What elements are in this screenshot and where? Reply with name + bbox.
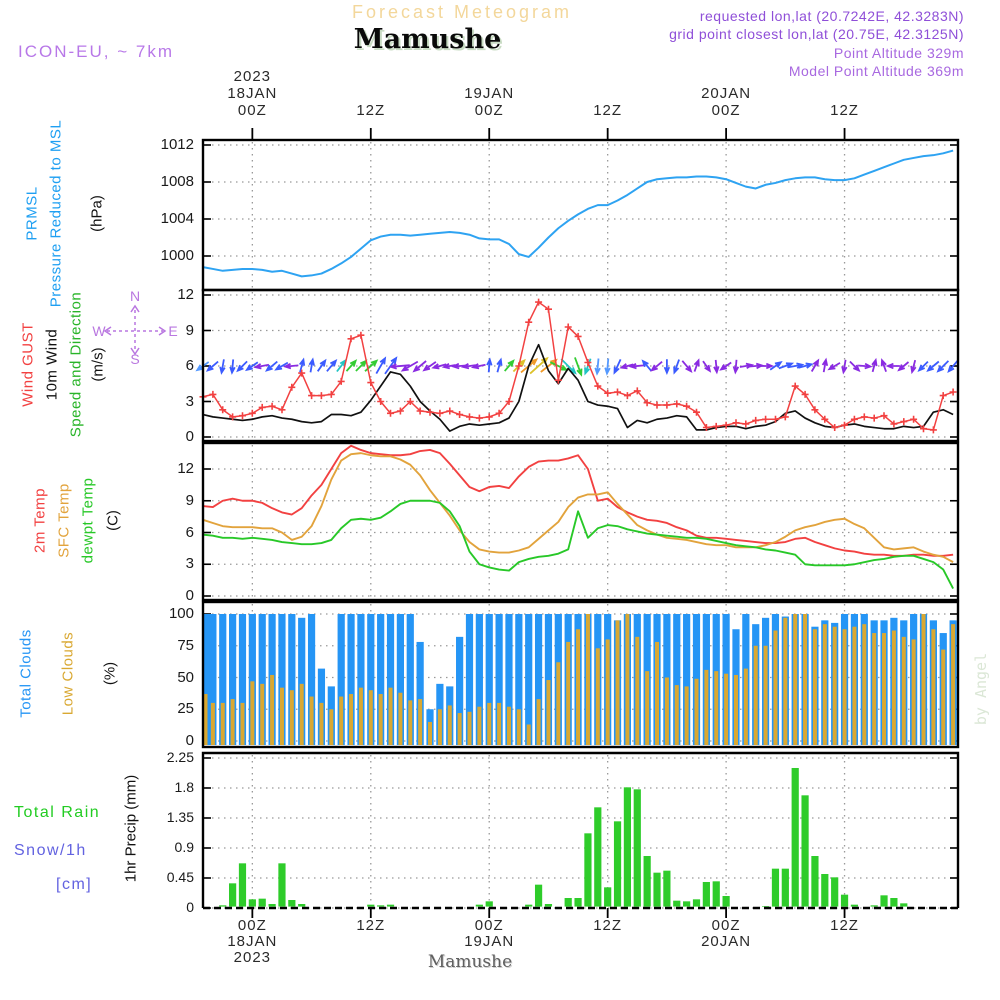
y-tick-label: 100 [168, 605, 194, 622]
wind-direction-arrow [652, 362, 662, 371]
y-tick-label: 0 [185, 587, 194, 604]
x-axis-year-bottom: 2023 [233, 949, 272, 966]
rain-bar [811, 856, 818, 907]
panel-unit-label: (hPa) [88, 195, 106, 232]
precip-unit-label: 1hr Precip (mm) [122, 774, 140, 883]
low-cloud-bar [616, 620, 620, 745]
panel-left-label: 10m Wind [43, 328, 61, 400]
low-cloud-bar [645, 671, 649, 745]
point-altitude: Point Altitude 329m [833, 45, 964, 61]
precip-legend-label: Total Rain [14, 804, 101, 821]
panel-left-label: Pressure Reduced to MSL [47, 119, 65, 308]
panel-left-label: Speed and Direction [67, 291, 85, 437]
rain-bar [604, 887, 611, 906]
grid-point-coords: grid point closest lon,lat (20.75E, 42.3125N) [669, 26, 964, 42]
low-cloud-bar [556, 662, 560, 745]
x-axis-hour-bottom: 00Z [474, 917, 504, 934]
rain-bar [476, 905, 483, 907]
low-cloud-bar [477, 707, 481, 745]
wind-direction-arrow [714, 360, 719, 372]
pressure-line [203, 151, 953, 277]
low-cloud-bar [270, 675, 274, 745]
rain-bar [831, 877, 838, 906]
low-cloud-bar [546, 680, 550, 745]
rain-bar [713, 881, 720, 906]
model-label: ICON-EU, ~ 7km [18, 42, 174, 61]
low-cloud-bar [300, 684, 304, 745]
low-cloud-bar [250, 681, 254, 745]
low-cloud-bar [517, 709, 521, 745]
y-tick-label: 25 [177, 700, 194, 718]
y-tick-label: 6 [185, 357, 194, 374]
y-tick-label: 0 [185, 428, 194, 445]
rain-bar [890, 898, 897, 907]
x-axis-date-top: 19JAN [464, 85, 515, 102]
rain-bar [851, 905, 858, 907]
precip-legend-label: [cm] [56, 876, 93, 893]
wind-direction-arrow [858, 364, 870, 369]
rain-bar [377, 905, 384, 906]
compass-south: S [130, 351, 140, 367]
rain-bar [762, 906, 769, 907]
low-cloud-bar [902, 637, 906, 745]
panel-left-label: Low Clouds [59, 631, 77, 715]
x-axis-date-bottom: 18JAN [227, 933, 278, 950]
low-cloud-bar [685, 686, 689, 745]
y-tick-label: 1008 [160, 173, 194, 190]
low-cloud-bar [527, 724, 531, 745]
low-cloud-bar [596, 648, 600, 745]
rain-bar [634, 789, 641, 906]
compass-east: E [168, 323, 178, 339]
x-axis-hour-top: 00Z [237, 102, 267, 119]
low-cloud-bar [635, 637, 639, 745]
x-axis-date-bottom: 20JAN [701, 933, 752, 950]
rain-bar [841, 895, 848, 907]
low-cloud-bar [211, 703, 215, 745]
low-cloud-bar [793, 614, 797, 745]
y-tick-label: 9 [185, 491, 194, 509]
low-cloud-bar [467, 712, 471, 745]
rain-bar [683, 901, 690, 906]
low-cloud-bar [823, 624, 827, 745]
panel-left-label: 2m Temp [31, 487, 49, 553]
x-axis-date-bottom: 19JAN [464, 933, 515, 950]
y-tick-label: 6 [185, 523, 194, 541]
y-tick-label: 1.35 [166, 808, 194, 825]
y-tick-label: 3 [185, 555, 194, 573]
x-axis-date-top: 18JAN [227, 85, 278, 102]
panel-unit-label: (%) [101, 661, 119, 685]
low-cloud-bar [398, 693, 402, 745]
page-title: Forecast Meteogram [351, 2, 573, 22]
y-tick-label: 75 [177, 636, 194, 654]
low-cloud-bar [655, 642, 659, 745]
rain-bar [723, 896, 730, 907]
panel-left-label: dewpt Temp [79, 477, 97, 563]
x-axis-hour-top: 12Z [356, 102, 386, 119]
low-cloud-bar [507, 707, 511, 745]
rain-bar [801, 795, 808, 906]
wind-direction-arrow [938, 361, 948, 371]
low-cloud-bar [892, 631, 896, 745]
low-cloud-bar [872, 633, 876, 745]
wind-direction-arrow [888, 364, 900, 369]
watermark: by Angel [972, 652, 990, 726]
low-cloud-bar [369, 690, 373, 745]
x-axis-hour-bottom: 12Z [593, 917, 623, 934]
low-cloud-bar [448, 705, 452, 745]
rain-bar [703, 882, 710, 907]
wind-direction-arrow [285, 364, 298, 369]
low-cloud-bar [744, 669, 748, 745]
rain-bar [259, 899, 266, 907]
wind-direction-arrow [823, 360, 828, 372]
low-cloud-bar [783, 618, 787, 745]
low-cloud-bar [408, 700, 412, 745]
low-cloud-bar [231, 699, 235, 745]
panel-left-label: Wind GUST [19, 321, 37, 407]
low-cloud-bar [922, 614, 926, 745]
rain-bar [792, 768, 799, 907]
low-cloud-bar [606, 639, 610, 745]
rain-bar [239, 863, 246, 906]
low-cloud-bar [586, 614, 590, 745]
low-cloud-bar [379, 694, 383, 745]
y-tick-label: 1004 [160, 210, 194, 227]
low-cloud-bar [724, 674, 728, 745]
low-cloud-bar [260, 684, 264, 745]
x-axis-hour-bottom: 00Z [237, 917, 267, 934]
low-cloud-bar [813, 629, 817, 745]
low-cloud-bar [843, 629, 847, 745]
y-tick-label: 12 [177, 286, 194, 303]
rain-bar [288, 900, 295, 907]
x-axis-date-top: 20JAN [701, 85, 752, 102]
wind-direction-arrow [318, 361, 326, 372]
rain-bar [584, 833, 591, 906]
requested-coords: requested lon,lat (20.7242E, 42.3283N) [699, 8, 964, 24]
low-cloud-bar [704, 670, 708, 745]
wind-direction-arrow [487, 360, 492, 373]
low-cloud-bar [576, 629, 580, 745]
rain-bar [298, 904, 305, 907]
low-cloud-bar [862, 624, 866, 745]
rain-bar [525, 905, 532, 907]
model-point-altitude: Model Point Altitude 369m [788, 63, 964, 79]
x-axis-hour-top: 00Z [474, 102, 504, 119]
wind-direction-arrow [575, 357, 582, 374]
x-axis-year-top: 2023 [233, 68, 272, 85]
rain-bar [900, 903, 907, 906]
rain-bar [871, 905, 878, 906]
low-cloud-bar [882, 633, 886, 745]
wind-direction-arrow [550, 362, 566, 370]
low-cloud-bar [714, 671, 718, 745]
low-cloud-bar [359, 688, 363, 745]
rain-bar [693, 899, 700, 906]
rain-bar [821, 874, 828, 907]
rain-bar [782, 869, 789, 907]
rain-bar [545, 904, 552, 907]
precip-legend-label: Snow/1h [14, 842, 87, 859]
x-axis-hour-bottom: 12Z [356, 917, 386, 934]
rain-bar [278, 863, 285, 906]
low-cloud-bar [912, 639, 916, 745]
y-tick-label: 3 [185, 392, 194, 410]
rain-bar [624, 787, 631, 906]
y-tick-label: 2.25 [166, 748, 194, 765]
low-cloud-bar [537, 699, 541, 745]
rain-bar [594, 807, 601, 906]
wind-direction-arrow [327, 361, 336, 372]
rain-bar [367, 905, 374, 907]
wind-direction-arrow [694, 360, 698, 371]
low-cloud-bar [428, 722, 432, 745]
wind-direction-arrow [505, 361, 514, 371]
rain-bar [772, 869, 779, 907]
panel-border [203, 753, 958, 908]
compass-west: W [92, 323, 106, 339]
low-cloud-bar [625, 614, 629, 745]
station-name: Mamushe [353, 24, 502, 55]
rain-bar [574, 898, 581, 907]
wind-direction-arrow [208, 362, 218, 371]
x-axis-hour-bottom: 12Z [830, 917, 859, 934]
rain-bar [268, 904, 275, 907]
y-tick-label: 1.8 [174, 778, 194, 795]
low-cloud-bar [695, 679, 699, 745]
wind-direction-arrow [928, 362, 939, 371]
x-axis-hour-top: 12Z [830, 102, 859, 119]
low-cloud-bar [240, 703, 244, 745]
panel-left-label: SFC Temp [55, 482, 73, 558]
low-cloud-bar [773, 631, 777, 745]
low-cloud-bar [764, 646, 768, 745]
low-cloud-bar [290, 690, 294, 745]
y-tick-label: 0.9 [174, 838, 194, 855]
rain-bar [219, 905, 226, 906]
rain-bar [644, 856, 651, 907]
low-cloud-bar [833, 627, 837, 745]
wind-direction-arrow [347, 361, 356, 371]
low-cloud-bar [951, 624, 955, 745]
low-cloud-bar [389, 688, 393, 745]
y-tick-label: 1012 [160, 136, 194, 153]
wind-line [203, 345, 953, 431]
low-cloud-bar [349, 694, 353, 745]
y-tick-label: 0 [186, 899, 194, 915]
x-axis-hour-bottom: 00Z [711, 917, 741, 934]
rain-bar [229, 883, 236, 906]
low-cloud-bar [339, 697, 343, 745]
panel-left-label: PRMSL [23, 186, 41, 241]
y-tick-label: 9 [185, 321, 194, 339]
low-cloud-bar [221, 703, 225, 745]
wind-direction-arrow [829, 363, 840, 369]
low-cloud-bar [458, 713, 462, 745]
y-tick-label: 50 [177, 668, 194, 686]
low-cloud-bar [329, 709, 333, 745]
low-cloud-bar [438, 709, 442, 745]
low-cloud-bar [418, 699, 422, 745]
low-cloud-bar [754, 646, 758, 745]
low-cloud-bar [310, 697, 314, 745]
panel-unit-label: (m/s) [89, 346, 107, 382]
low-cloud-bar [487, 703, 491, 745]
rain-bar [565, 898, 572, 907]
y-tick-label: 12 [177, 460, 194, 477]
panel-unit-label: (C) [104, 509, 122, 531]
y-tick-label: 0 [185, 732, 194, 749]
wind-direction-arrow [682, 361, 691, 371]
low-cloud-bar [941, 650, 945, 745]
rain-bar [673, 901, 680, 907]
rain-bar [387, 905, 394, 907]
low-cloud-bar [566, 642, 570, 745]
wind-direction-arrow [309, 360, 314, 373]
rain-bar [535, 885, 542, 907]
panel-left-label: Total Clouds [17, 628, 35, 718]
low-cloud-bar [280, 688, 284, 745]
rain-bar [880, 895, 887, 906]
low-cloud-bar [852, 627, 856, 745]
rain-bar [653, 873, 660, 907]
rain-bar [663, 871, 670, 907]
panel-border [203, 443, 958, 600]
low-cloud-bar [931, 629, 935, 745]
low-cloud-bar [319, 703, 323, 745]
low-cloud-bar [734, 675, 738, 745]
rain-bar [486, 901, 493, 906]
low-cloud-bar [665, 678, 669, 746]
low-cloud-bar [497, 703, 501, 745]
wind-direction-arrow [238, 361, 247, 370]
wind-direction-arrow [850, 362, 859, 371]
low-cloud-bar [675, 685, 679, 745]
x-axis-hour-top: 12Z [593, 102, 623, 119]
footer-station-name: Mamushe [427, 952, 513, 972]
low-cloud-bar [803, 614, 807, 745]
compass-north: N [129, 288, 141, 304]
x-axis-hour-top: 00Z [711, 102, 741, 119]
y-tick-label: 0.45 [166, 868, 194, 885]
rain-bar [249, 899, 256, 906]
y-tick-label: 1000 [160, 247, 194, 264]
wind-direction-arrow [721, 363, 731, 370]
wind-direction-arrow [899, 362, 909, 370]
rain-bar [614, 821, 621, 906]
temperature-line [203, 501, 953, 589]
